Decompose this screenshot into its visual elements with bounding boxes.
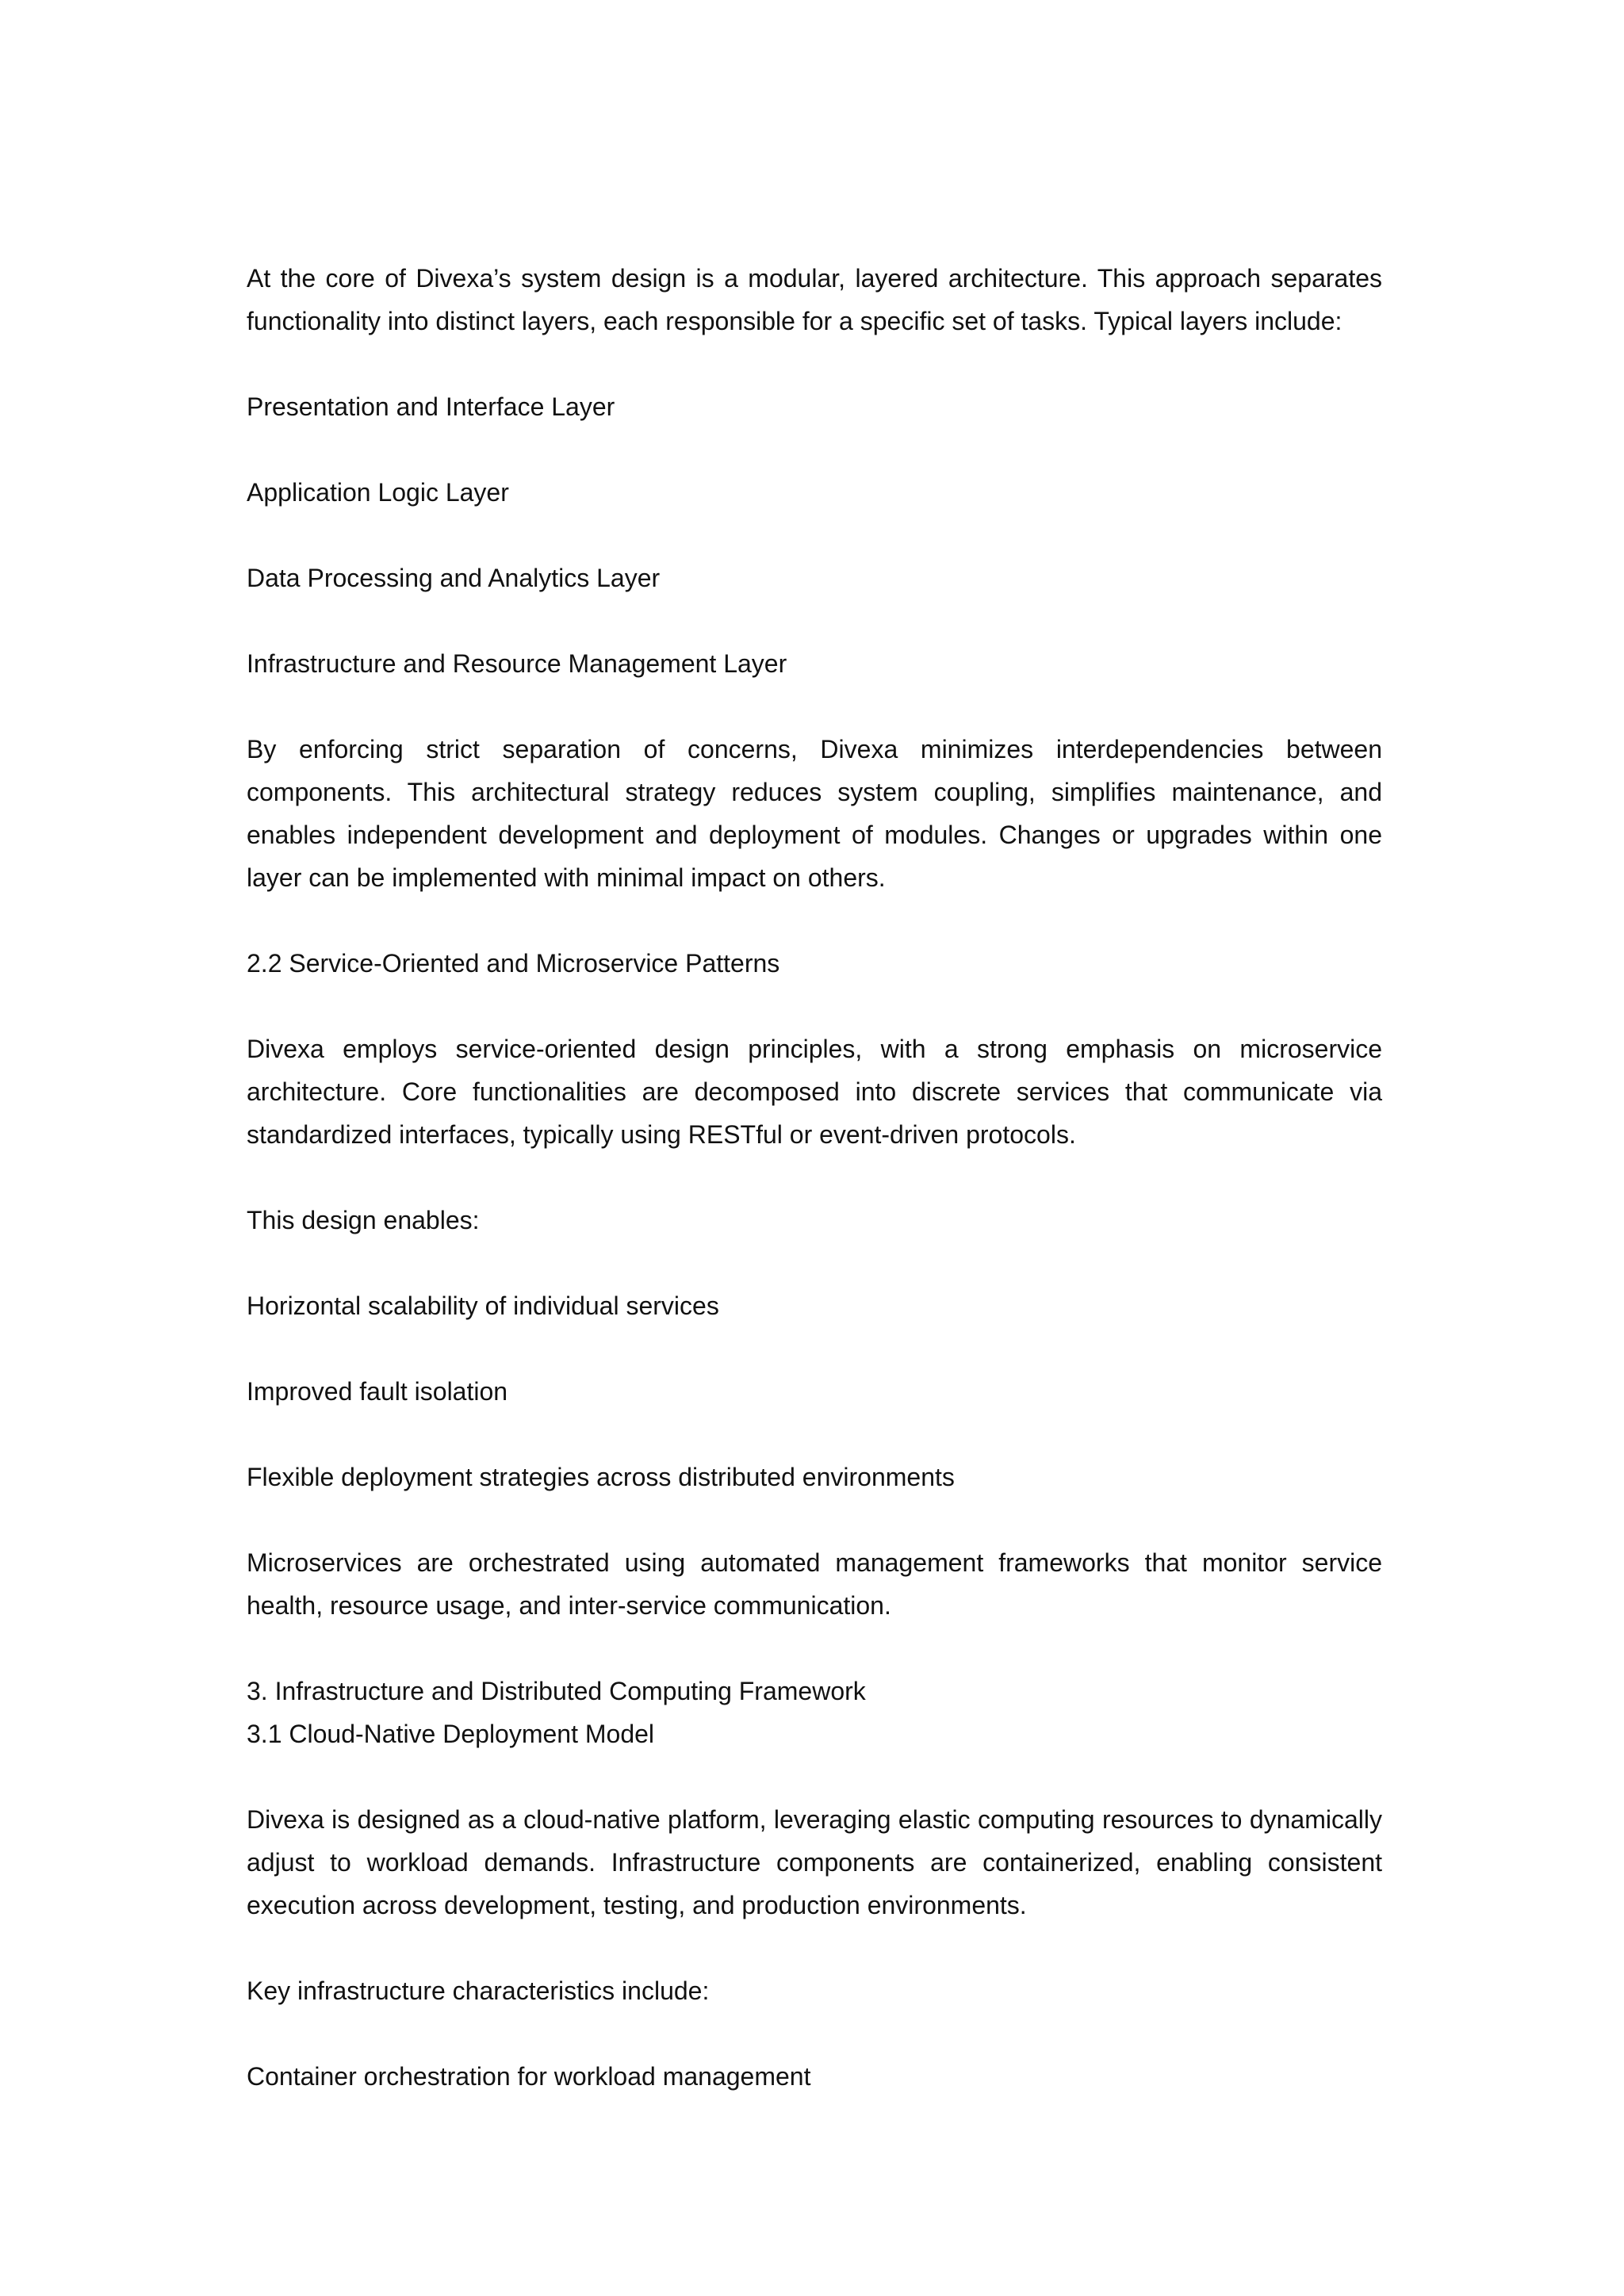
list-item-infrastructure-layer: Infrastructure and Resource Management Layer (247, 649, 787, 678)
paragraph-microservice-orchestration: Microservices are orchestrated using automated management frameworks that monitor service health, resource usage, and inter-service communication. (247, 1548, 1382, 1620)
list-item-container-orchestration: Container orchestration for workload management (247, 2062, 811, 2091)
list-item-fault-isolation: Improved fault isolation (247, 1377, 508, 1406)
paragraph-separation-of-concerns: By enforcing strict separation of concerns, Divexa minimizes interdependencies between components. This architectural strategy reduces system coupling, simplifies maintenance, and enables independent development and deployment of modules. Changes or upgrades within one layer can be implemented with minimal impact on others. (247, 735, 1382, 892)
list-item-flexible-deployment: Flexible deployment strategies across distributed environments (247, 1463, 955, 1491)
list-item-application-logic-layer: Application Logic Layer (247, 478, 509, 507)
paragraph-cloud-native-platform: Divexa is designed as a cloud-native platform, leveraging elastic computing resources to dynamically adjust to workload demands. Infrastructure components are containerized, enabling consistent execution across development, testing, and production environments. (247, 1805, 1382, 1919)
paragraph-layered-architecture: At the core of Divexa’s system design is a modular, layered architecture. This approach separates functionality into distinct layers, each responsible for a specific set of tasks. Typical layers include: (247, 264, 1382, 335)
paragraph-microservice-architecture: Divexa employs service-oriented design principles, with a strong emphasis on microservice architecture. Core functionalities are decomposed into discrete services that communicate via standardized interfaces, typically using RESTful or event-driven protocols. (247, 1035, 1382, 1149)
paragraph-design-enables: This design enables: (247, 1206, 480, 1234)
section-heading-3-1: 3.1 Cloud-Native Deployment Model (247, 1720, 655, 1748)
document-body (247, 257, 1382, 2141)
list-item-presentation-layer: Presentation and Interface Layer (247, 392, 615, 421)
section-heading-2-2: 2.2 Service-Oriented and Microservice Patterns (247, 949, 780, 978)
section-heading-3-title: 3. Infrastructure and Distributed Computing Framework (247, 1677, 866, 1705)
list-item-data-processing-layer: Data Processing and Analytics Layer (247, 564, 661, 592)
section-heading-3 (247, 1670, 1382, 1755)
list-item-horizontal-scalability: Horizontal scalability of individual services (247, 1292, 719, 1320)
paragraph-key-infrastructure: Key infrastructure characteristics include: (247, 1976, 710, 2005)
